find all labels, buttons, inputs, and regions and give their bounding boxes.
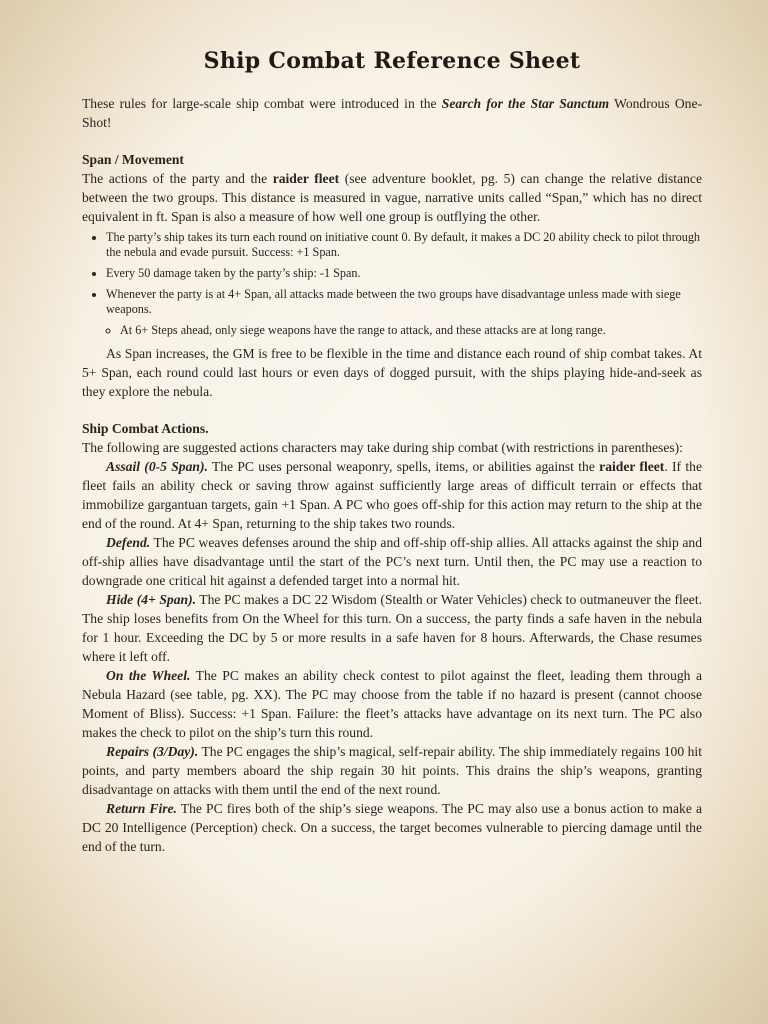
page-content [82, 48, 702, 856]
action-text: . If the fleet fails an ability check or saving throw against sufficiently large areas of difficult terrain or effects that immobilize gargantuan targets, gain +1 Span. A PC who goes off-ship for this action may return to the ship at the end of the round. At 4+ Span, returning to the ship takes two rounds. [82, 459, 702, 531]
span-rules-list [82, 230, 702, 338]
action-term: Defend. [106, 535, 151, 550]
action-text: The PC fires both of the ship’s siege weapons. The PC may also use a bonus action to make a DC 20 Intelligence (Perception) check. On a success, the target becomes vulnerable to piercing damage until the end of the turn. [82, 801, 702, 854]
action-assail [82, 457, 702, 533]
action-term: Assail (0-5 Span). [106, 459, 208, 474]
page-title: Ship Combat Reference Sheet [203, 48, 581, 74]
adventure-title: Search for the Star Sanctum [441, 96, 610, 111]
action-text: The PC engages the ship’s magical, self-repair ability. The ship immediately regains 100 hit points, and party members aboard the ship regain 30 hit points. This drains the ship’s weapons, granting disadvantage on attacks with them until the end of the next round. [82, 744, 702, 797]
list-item: • Every 50 damage taken by the party’s ship: -1 Span. [106, 266, 702, 281]
raider-fleet-term: raider fleet [599, 459, 665, 474]
action-term: Return Fire. [106, 801, 177, 816]
intro-text-before: These rules for large-scale ship combat were introduced in the [82, 96, 442, 111]
span-text-before: The actions of the party and the [82, 171, 273, 186]
raider-fleet-term: raider fleet [272, 171, 340, 186]
span-sub-list [106, 323, 702, 338]
actions-intro: The following are suggested actions characters may take during ship combat (with restrictions in parentheses): [82, 440, 683, 455]
actions-heading: Ship Combat Actions. [82, 421, 209, 436]
action-text: The PC uses personal weaponry, spells, items, or abilities against the [207, 459, 600, 474]
list-item-text: Whenever the party is at 4+ Span, all attacks made between the two groups have disadvantage unless made with siege weapons. [106, 287, 681, 316]
action-term: Hide (4+ Span). [106, 592, 196, 607]
intro-paragraph [82, 94, 702, 132]
span-closing-paragraph: As Span increases, the GM is free to be flexible in the time and distance each round of ship combat takes. At 5+ Span, each round could last hours or even days of dogged pursuit, with the ships playing hide-and-seek as they explore the nebula. [82, 346, 702, 399]
span-text-after: (see adventure booklet, pg. 5) can change the relative distance between the two groups. This distance is measured in vague, narrative units called “Span,” which has no direct equivalent in ft. Span is also a measure of how well one group is outflying the other. [82, 171, 702, 224]
action-term: On the Wheel. [106, 668, 191, 683]
action-return-fire [82, 799, 702, 856]
action-text: The PC weaves defenses around the ship and off-ship off-ship allies. All attacks against the ship and off-ship allies have disadvantage until the start of the PC’s next turn. Until then, the PC may use a reaction to downgrade one critical hit against a defended target into a normal hit. [82, 535, 702, 588]
span-heading: Span / Movement [82, 152, 184, 167]
action-repairs [82, 742, 702, 799]
action-text: The PC makes an ability check contest to pilot against the fleet, leading them through a Nebula Hazard (see table, pg. XX). The PC may choose from the table if no hazard is present (cannot choose Moment of Bliss). Success: +1 Span. Failure: the fleet’s attacks have advantage on its next turn. The PC also makes the check to pilot on the ship’s turn this round. [82, 668, 702, 740]
action-term: Repairs (3/Day). [106, 744, 199, 759]
sub-list-item: ◦ At 6+ Steps ahead, only siege weapons have the range to attack, and these attacks are at long range. [120, 323, 702, 338]
list-item [106, 287, 702, 338]
span-paragraph [82, 169, 702, 226]
intro-text-after: Wondrous One-Shot! [82, 96, 702, 130]
action-defend [82, 533, 702, 590]
list-item: • The party’s ship takes its turn each round on initiative count 0. By default, it makes a DC 20 ability check to pilot through the nebula and evade pursuit. Success: +1 Span. [106, 230, 702, 260]
action-hide [82, 590, 702, 666]
action-on-the-wheel [82, 666, 702, 742]
action-text: The PC makes a DC 22 Wisdom (Stealth or Water Vehicles) check to outmaneuver the fleet. The ship loses benefits from On the Wheel for this turn. On a success, the party finds a safe haven in the nebula for 1 hour. Exceeding the DC by 5 or more results in a safe haven for 8 hours. Afterwards, the Chase resumes where it left off. [82, 592, 703, 664]
